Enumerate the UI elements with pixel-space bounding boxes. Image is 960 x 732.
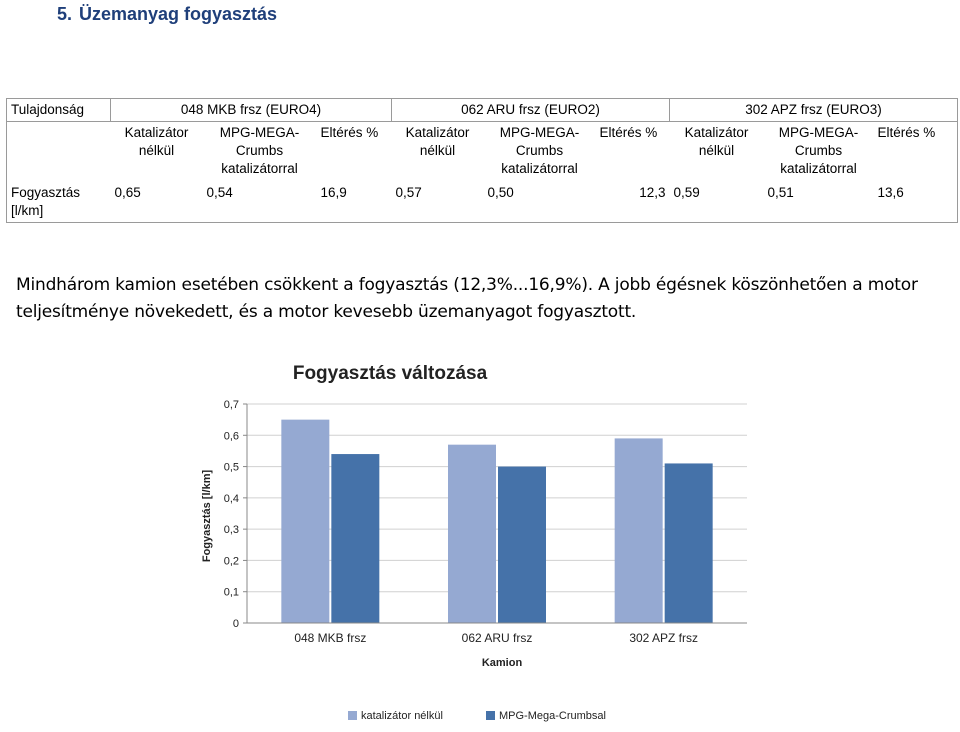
bar bbox=[331, 454, 379, 623]
section-title: Üzemanyag fogyasztás bbox=[79, 4, 278, 24]
bar bbox=[448, 445, 496, 623]
x-axis-label: Kamion bbox=[481, 657, 523, 669]
property-header: Tulajdonság bbox=[7, 99, 111, 122]
value-cell: 0,51 bbox=[767, 185, 794, 200]
value-cell: 0,54 bbox=[206, 185, 233, 200]
y-tick-label: 0,2 bbox=[223, 555, 239, 568]
y-tick-label: 0,3 bbox=[223, 524, 239, 537]
value-cell: 0,50 bbox=[487, 185, 514, 200]
subheader-with: MPG-MEGA-Crumbs katalizátorral bbox=[219, 125, 300, 176]
legend-label: katalizátor nélkül bbox=[361, 710, 443, 722]
bar bbox=[498, 467, 546, 623]
group-header-mkb: 048 MKB frsz (EURO4) bbox=[111, 99, 392, 122]
subheader-without: Katalizátor nélkül bbox=[684, 125, 749, 158]
y-tick-label: 0,1 bbox=[223, 586, 239, 599]
y-tick-label: 0,7 bbox=[223, 399, 239, 411]
x-tick-label: 062 ARU frsz bbox=[461, 631, 533, 645]
legend-swatch bbox=[348, 711, 357, 720]
legend-label: MPG-Mega-Crumbsal bbox=[499, 710, 606, 722]
y-tick-label: 0 bbox=[232, 618, 239, 630]
subheader-diff: Eltérés % bbox=[320, 125, 379, 140]
consumption-chart bbox=[190, 348, 775, 732]
table-subheader-row bbox=[7, 122, 958, 183]
value-cell: 0,57 bbox=[395, 185, 422, 200]
bar bbox=[665, 463, 713, 623]
y-tick-label: 0,6 bbox=[223, 430, 239, 443]
y-axis-label: Fogyasztás [l/km] bbox=[201, 469, 213, 563]
section-number: 5. bbox=[57, 4, 73, 24]
subheader-without: Katalizátor nélkül bbox=[405, 125, 470, 158]
value-cell: 0,65 bbox=[114, 185, 141, 200]
empty-cell bbox=[7, 122, 111, 183]
y-tick-label: 0,4 bbox=[223, 492, 239, 505]
value-cell: 13,6 bbox=[877, 185, 904, 200]
subheader-with: MPG-MEGA-Crumbs katalizátorral bbox=[778, 125, 859, 176]
table-row bbox=[7, 182, 958, 223]
legend-swatch bbox=[486, 711, 495, 720]
subheader-diff: Eltérés % bbox=[599, 125, 658, 140]
summary-paragraph: Mindhárom kamion esetében csökkent a fogyasztás (12,3%...16,9%). A jobb égésnek köszönhetően a motor teljesítménye növekedett, és a motor kevesebb üzemanyagot fogyasztott. bbox=[16, 275, 918, 322]
group-header-aru: 062 ARU frsz (EURO2) bbox=[392, 99, 670, 122]
value-cell: 16,9 bbox=[320, 185, 347, 200]
value-cell: 12,3 bbox=[639, 185, 666, 200]
chart-title: Fogyasztás változása bbox=[292, 363, 488, 384]
group-header-apz: 302 APZ frsz (EURO3) bbox=[670, 99, 958, 122]
bar bbox=[615, 438, 663, 623]
x-tick-label: 048 MKB frsz bbox=[294, 631, 367, 645]
subheader-without: Katalizátor nélkül bbox=[124, 125, 189, 158]
subheader-diff: Eltérés % bbox=[877, 125, 936, 140]
row-label: Fogyasztás [l/km] bbox=[11, 185, 81, 218]
x-tick-label: 302 APZ frsz bbox=[629, 631, 699, 645]
table-header-row bbox=[7, 99, 958, 122]
consumption-table bbox=[6, 98, 958, 223]
subheader-with: MPG-MEGA-Crumbs katalizátorral bbox=[499, 125, 580, 176]
y-tick-label: 0,5 bbox=[223, 461, 239, 474]
chart-svg bbox=[190, 348, 775, 732]
value-cell: 0,59 bbox=[673, 185, 700, 200]
bar bbox=[281, 420, 329, 623]
section-heading bbox=[57, 4, 277, 25]
